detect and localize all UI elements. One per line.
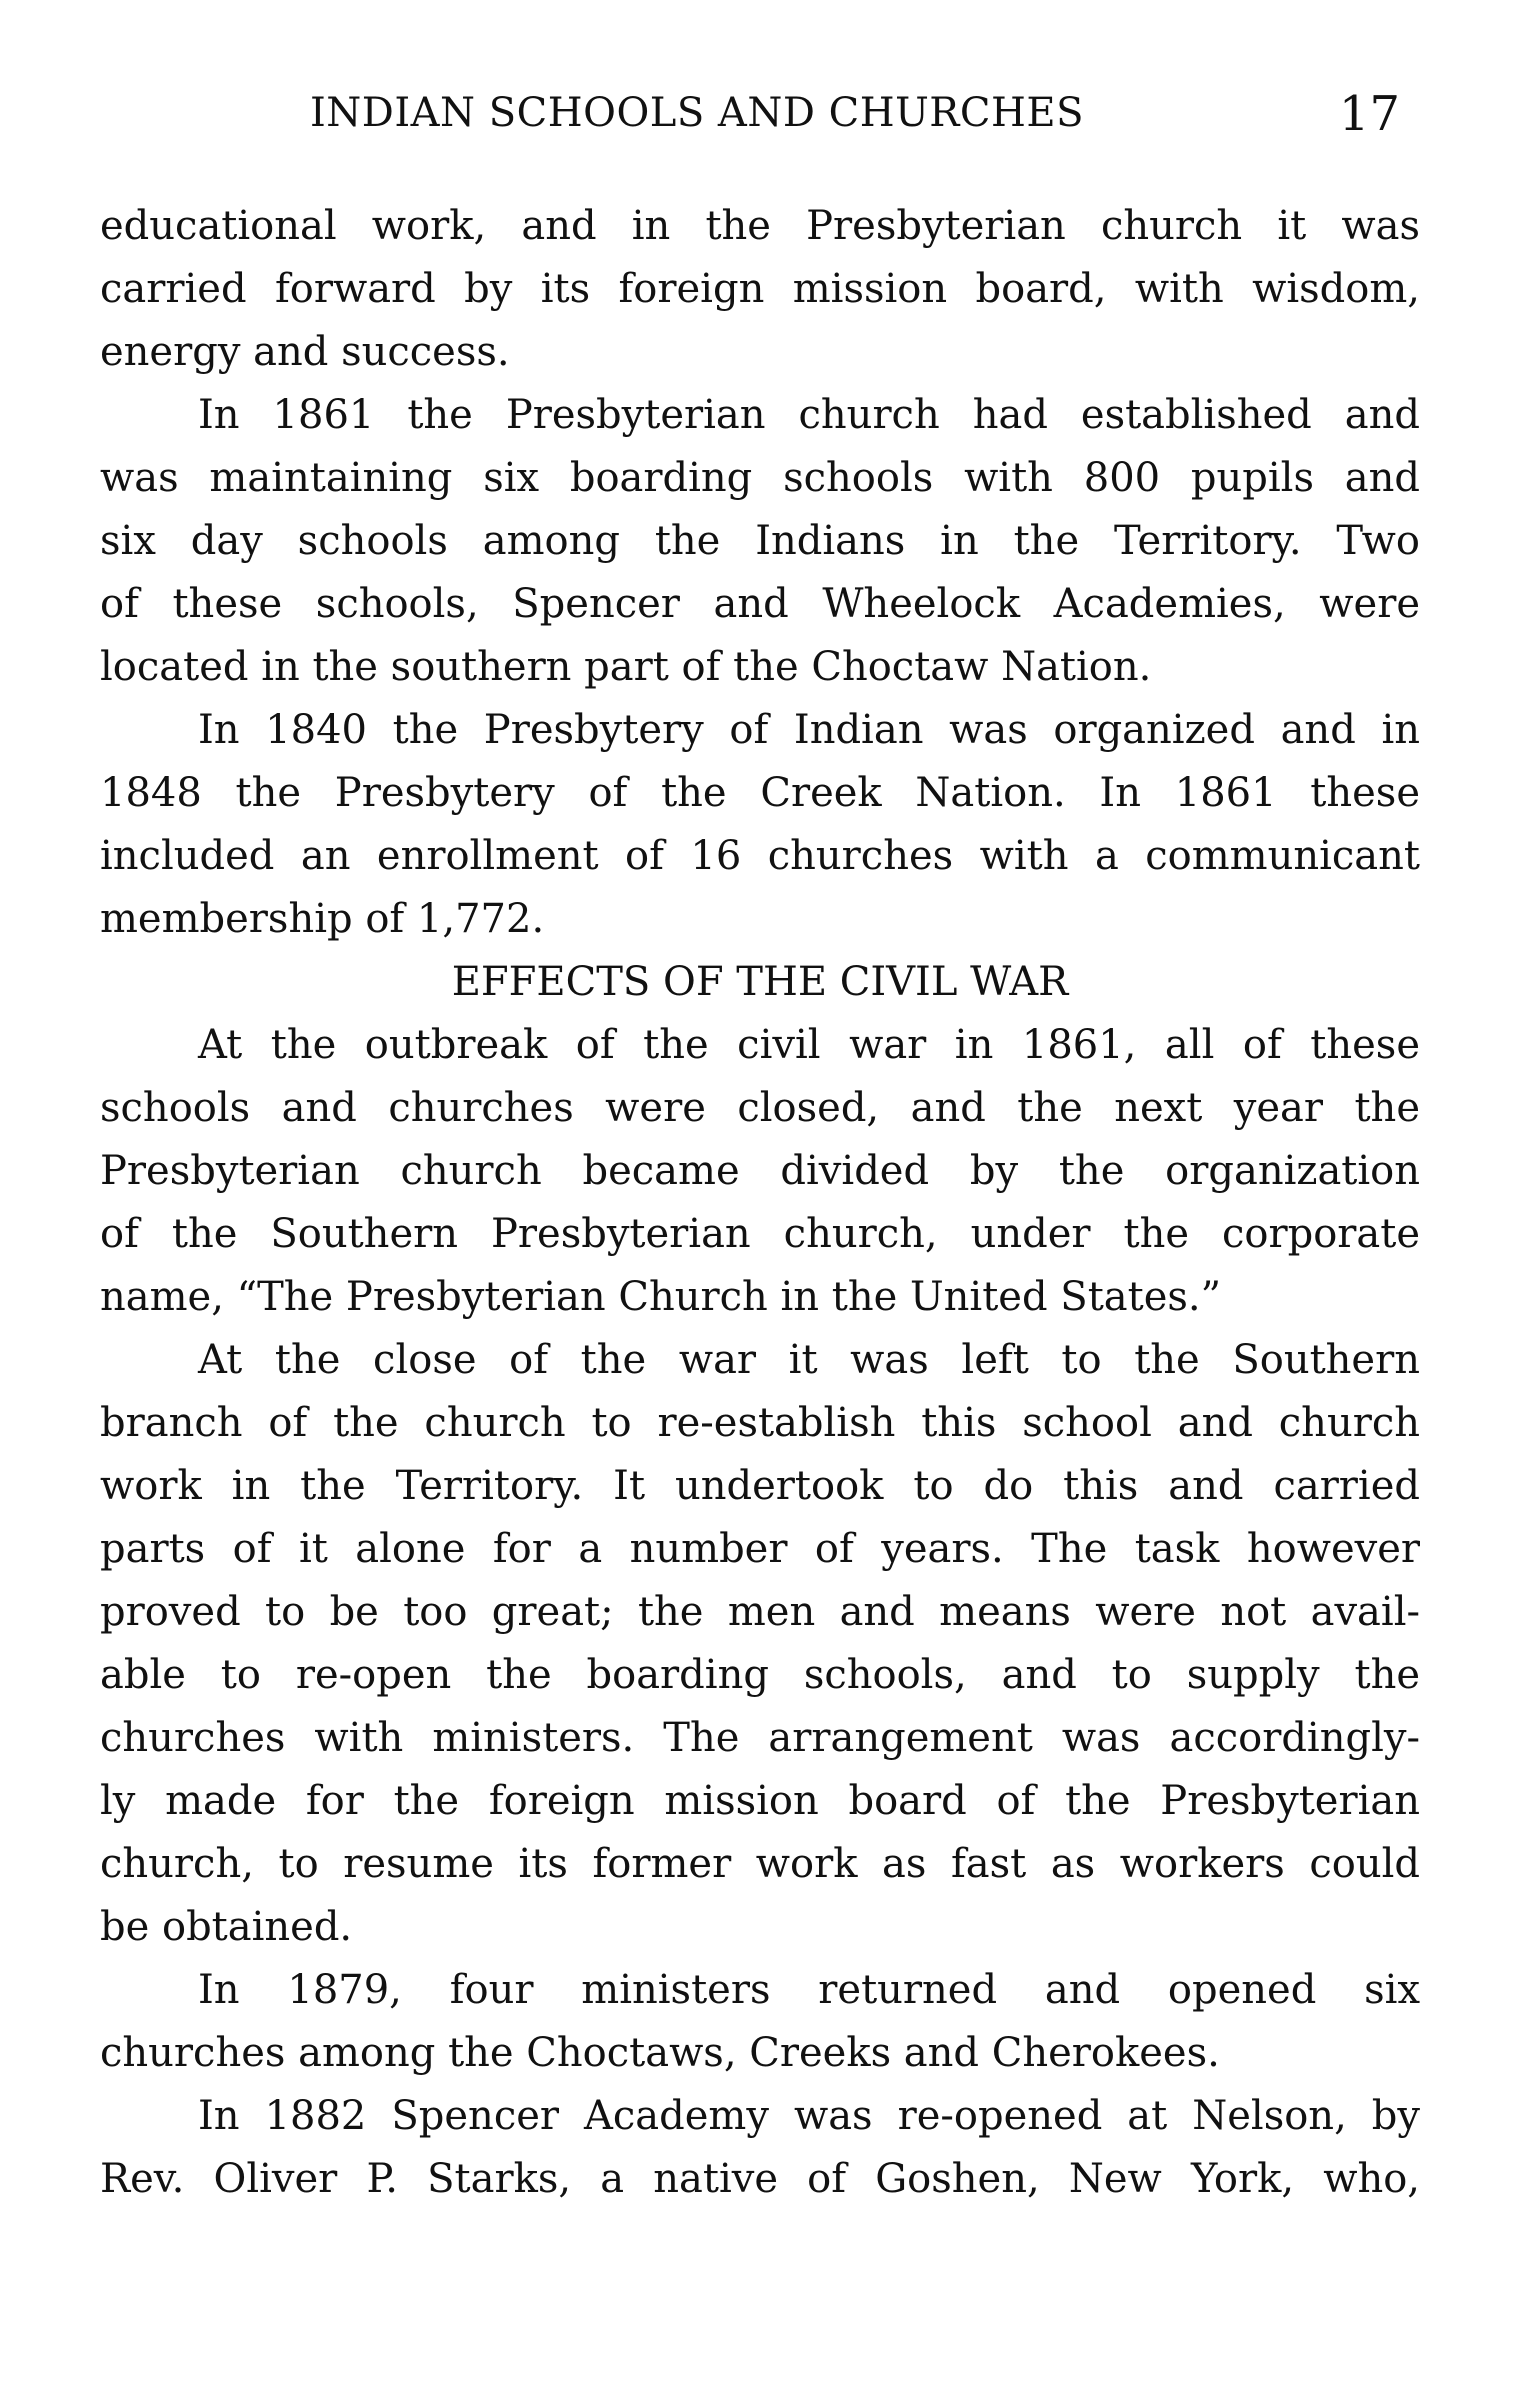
text-line: 1848 the Presbytery of the Creek Nation. In 1861 these [100, 770, 1420, 816]
paragraph [100, 384, 1420, 699]
text-line: At the close of the war it was left to the Southern [198, 1337, 1420, 1383]
paragraph [100, 1329, 1420, 1959]
text-line: parts of it alone for a number of years. The task however [100, 1526, 1420, 1572]
paragraph [100, 1014, 1420, 1329]
running-head [100, 86, 1400, 150]
text-line: churches among the Choctaws, Creeks and Cherokees. [100, 2030, 1220, 2076]
section-heading: EFFECTS OF THE CIVIL WAR [451, 959, 1069, 1005]
text-line: carried forward by its foreign mission board, with wisdom, [100, 266, 1420, 312]
text-line: be obtained. [100, 1904, 353, 1950]
text-line: At the outbreak of the civil war in 1861, all of these [198, 1022, 1420, 1068]
text-line: membership of 1,772. [100, 896, 545, 942]
paragraph [100, 699, 1420, 951]
paragraph [100, 1959, 1420, 2085]
text-line: work in the Territory. It undertook to do this and carried [100, 1463, 1420, 1509]
text-line: Rev. Oliver P. Starks, a native of Goshen, New York, who, [100, 2156, 1420, 2202]
text-line: of these schools, Spencer and Wheelock Academies, were [100, 581, 1420, 627]
text-line: schools and churches were closed, and the next year the [100, 1085, 1420, 1131]
text-line: church, to resume its former work as fast as workers could [100, 1841, 1420, 1887]
text-line: able to re-open the boarding schools, and to supply the [100, 1652, 1420, 1698]
text-line: proved to be too great; the men and means were not avail- [100, 1589, 1420, 1635]
body-text [100, 195, 1420, 2211]
text-line: six day schools among the Indians in the Territory. Two [100, 518, 1420, 564]
page-number: 17 [1338, 86, 1400, 142]
paragraph [100, 2085, 1420, 2211]
text-line: educational work, and in the Presbyterian church it was [100, 203, 1420, 249]
text-line: was maintaining six boarding schools with 800 pupils and [100, 455, 1420, 501]
paragraph [100, 195, 1420, 384]
text-line: energy and success. [100, 329, 510, 375]
text-line: In 1861 the Presbyterian church had established and [198, 392, 1420, 438]
text-line: included an enrollment of 16 churches with a communicant [100, 833, 1420, 879]
text-line: In 1840 the Presbytery of Indian was organized and in [198, 707, 1420, 753]
running-title: INDIAN SCHOOLS AND CHURCHES [310, 90, 1085, 136]
text-line: In 1882 Spencer Academy was re-opened at Nelson, by [198, 2093, 1420, 2139]
text-line: Presbyterian church became divided by the organization [100, 1148, 1420, 1194]
text-line: located in the southern part of the Choctaw Nation. [100, 644, 1152, 690]
text-line: churches with ministers. The arrangement was accordingly- [100, 1715, 1420, 1761]
text-line: of the Southern Presbyterian church, under the corporate [100, 1211, 1420, 1257]
text-line: name, “The Presbyterian Church in the United States.” [100, 1274, 1222, 1320]
text-line: branch of the church to re-establish this school and church [100, 1400, 1420, 1446]
text-line: ly made for the foreign mission board of the Presbyterian [100, 1778, 1420, 1824]
text-line: In 1879, four ministers returned and opened six [198, 1967, 1420, 2013]
